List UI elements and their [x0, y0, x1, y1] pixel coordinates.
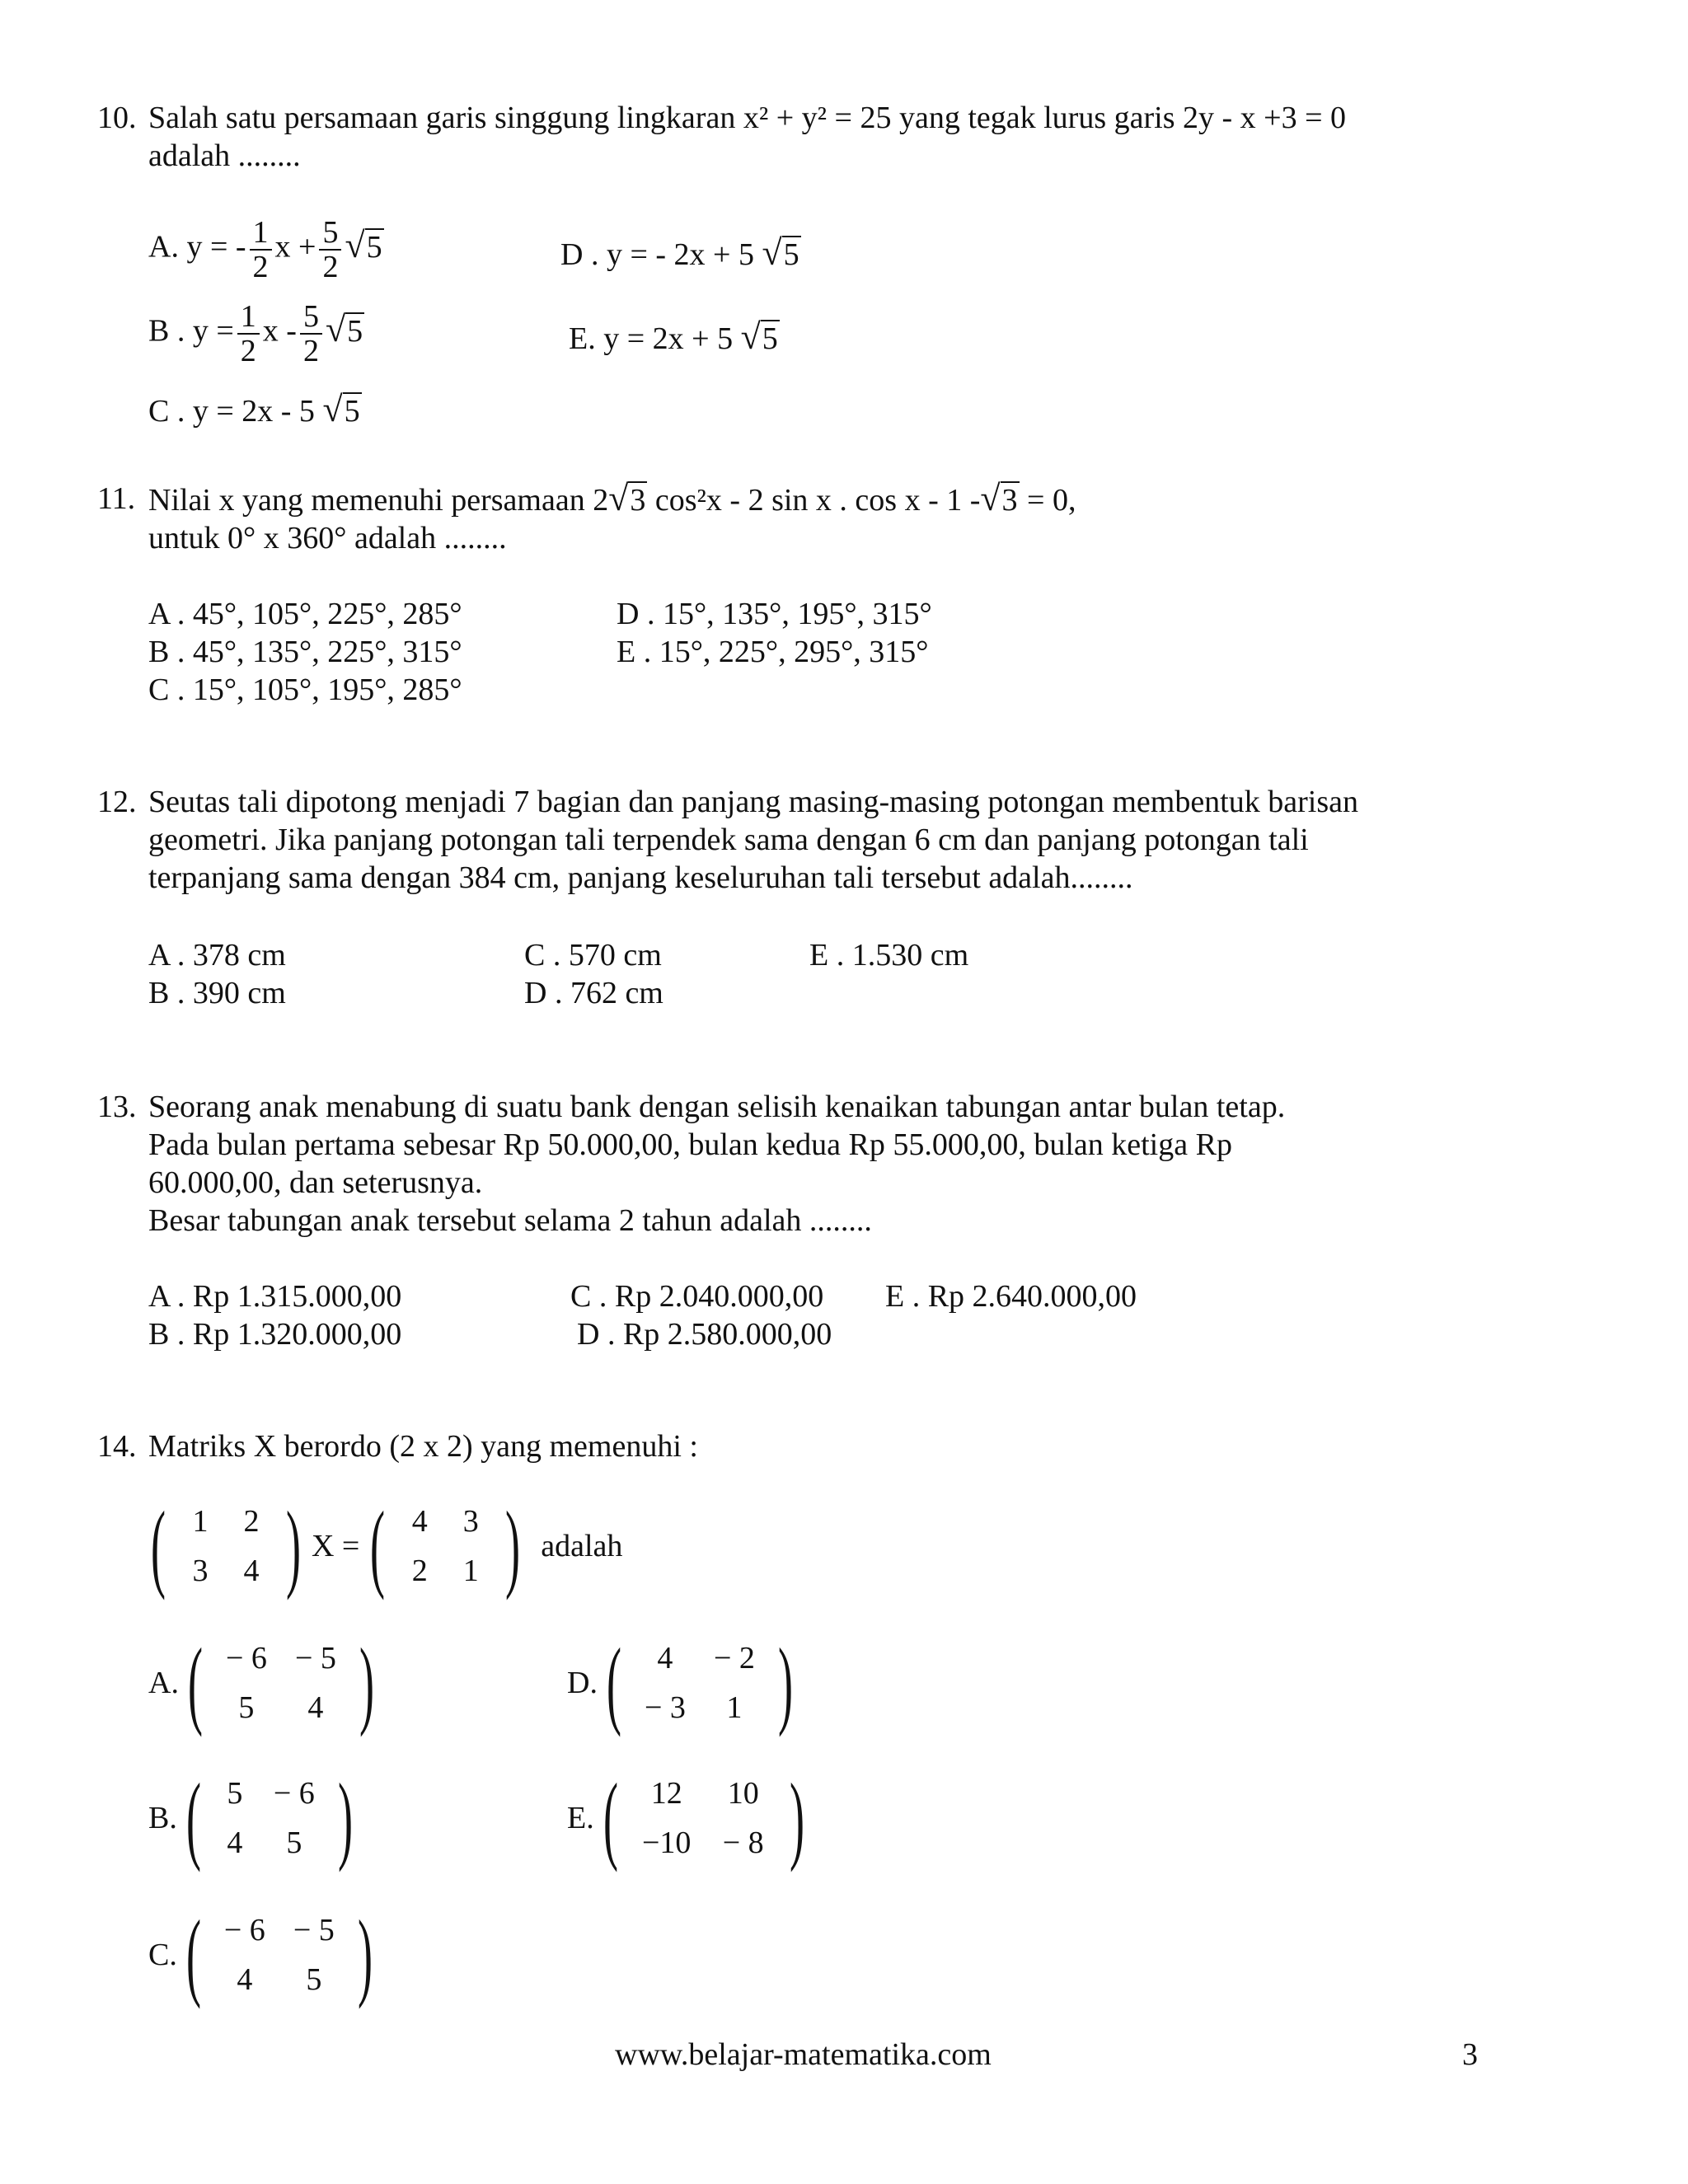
matrix-lhs: 1 2 3 4 — [192, 1504, 260, 1588]
q10-text-line2: adalah ........ — [148, 138, 301, 173]
q14-option-c: C. ( − 6 − 5 4 5 ) — [148, 1900, 373, 2009]
footer-url: www.belajar-matematika.com — [615, 2037, 992, 2072]
matrix-rhs: 4 3 2 1 — [411, 1504, 479, 1588]
q11-option-c: C . 15°, 105°, 195°, 285° — [148, 673, 462, 707]
q12-option-c: C . 570 cm — [524, 938, 662, 972]
q11-option-d: D . 15°, 135°, 195°, 315° — [617, 597, 932, 631]
q11-text-line1: Nilai x yang memenuhi persamaan 2√3 cos²x - 2 sin x . cos x - 1 -√3 = 0, — [148, 478, 1076, 518]
q12-number: 12. — [97, 785, 137, 819]
q14-option-d: D. ( 4 − 2 − 3 1 ) — [567, 1628, 793, 1737]
q13-option-d: D . Rp 2.580.000,00 — [577, 1317, 832, 1352]
q13-option-a: A . Rp 1.315.000,00 — [148, 1279, 402, 1314]
q10-option-b: B . y = $\frac{1}{2}$ x - $\frac{5}{2}$ √5 — [148, 299, 363, 368]
q14-option-a: A. ( − 6 − 5 5 4 ) — [148, 1628, 374, 1737]
q10-option-e: E. y = 2x + 5 √5 — [569, 316, 778, 357]
q12-option-a: A . 378 cm — [148, 938, 286, 972]
q10-number: 10. — [97, 101, 137, 135]
q12-option-d: D . 762 cm — [524, 976, 663, 1010]
q14-option-e: E. ( 12 10 −10 − 8 ) — [567, 1763, 804, 1872]
q14-option-b: B. ( 5 − 6 4 5 ) — [148, 1763, 353, 1872]
q12-text-line1: Seutas tali dipotong menjadi 7 bagian dan panjang masing-masing potongan membentuk barisan — [148, 785, 1358, 819]
q10-option-d: D . y = - 2x + 5 √5 — [560, 232, 799, 273]
q12-option-b: B . 390 cm — [148, 976, 286, 1010]
q13-text-line1: Seorang anak menabung di suatu bank dengan selisih kenaikan tabungan antar bulan tetap. — [148, 1090, 1286, 1124]
q12-option-e: E . 1.530 cm — [809, 938, 969, 972]
q13-text-line2: Pada bulan pertama sebesar Rp 50.000,00, bulan kedua Rp 55.000,00, bulan ketiga Rp — [148, 1127, 1232, 1162]
q13-text-line4: Besar tabungan anak tersebut selama 2 tahun adalah ........ — [148, 1203, 872, 1238]
q11-number: 11. — [97, 481, 136, 516]
q14-equation: ( 1 2 3 4 ) X = ( 4 3 2 1 ) adalah — [150, 1491, 623, 1601]
q14-text-line1: Matriks X berordo (2 x 2) yang memenuhi : — [148, 1429, 698, 1464]
q12-text-line3: terpanjang sama dengan 384 cm, panjang keseluruhan tali tersebut adalah........ — [148, 860, 1133, 895]
q12-text-line2: geometri. Jika panjang potongan tali terpendek sama dengan 6 cm dan panjang potongan tali — [148, 823, 1309, 857]
q13-option-c: C . Rp 2.040.000,00 — [570, 1279, 824, 1314]
q13-text-line3: 60.000,00, dan seterusnya. — [148, 1165, 483, 1200]
q11-option-e: E . 15°, 225°, 295°, 315° — [617, 635, 929, 669]
q13-option-b: B . Rp 1.320.000,00 — [148, 1317, 402, 1352]
page-number: 3 — [1462, 2037, 1478, 2072]
q11-option-b: B . 45°, 135°, 225°, 315° — [148, 635, 462, 669]
q10-text-line1: Salah satu persamaan garis singgung lingkaran x² + y² = 25 yang tegak lurus garis 2y - x +3 = 0 — [148, 101, 1346, 135]
q14-number: 14. — [97, 1429, 137, 1464]
q13-number: 13. — [97, 1090, 137, 1124]
q11-option-a: A . 45°, 105°, 225°, 285° — [148, 597, 462, 631]
q13-option-e: E . Rp 2.640.000,00 — [885, 1279, 1137, 1314]
q11-text-line2: untuk 0° x 360° adalah ........ — [148, 521, 507, 555]
q10-option-a: A. y = - $\frac{1}{2}$ x + $\frac{5}{2}$ √5 — [148, 215, 382, 284]
q10-option-c: C . y = 2x - 5 √5 — [148, 389, 360, 429]
